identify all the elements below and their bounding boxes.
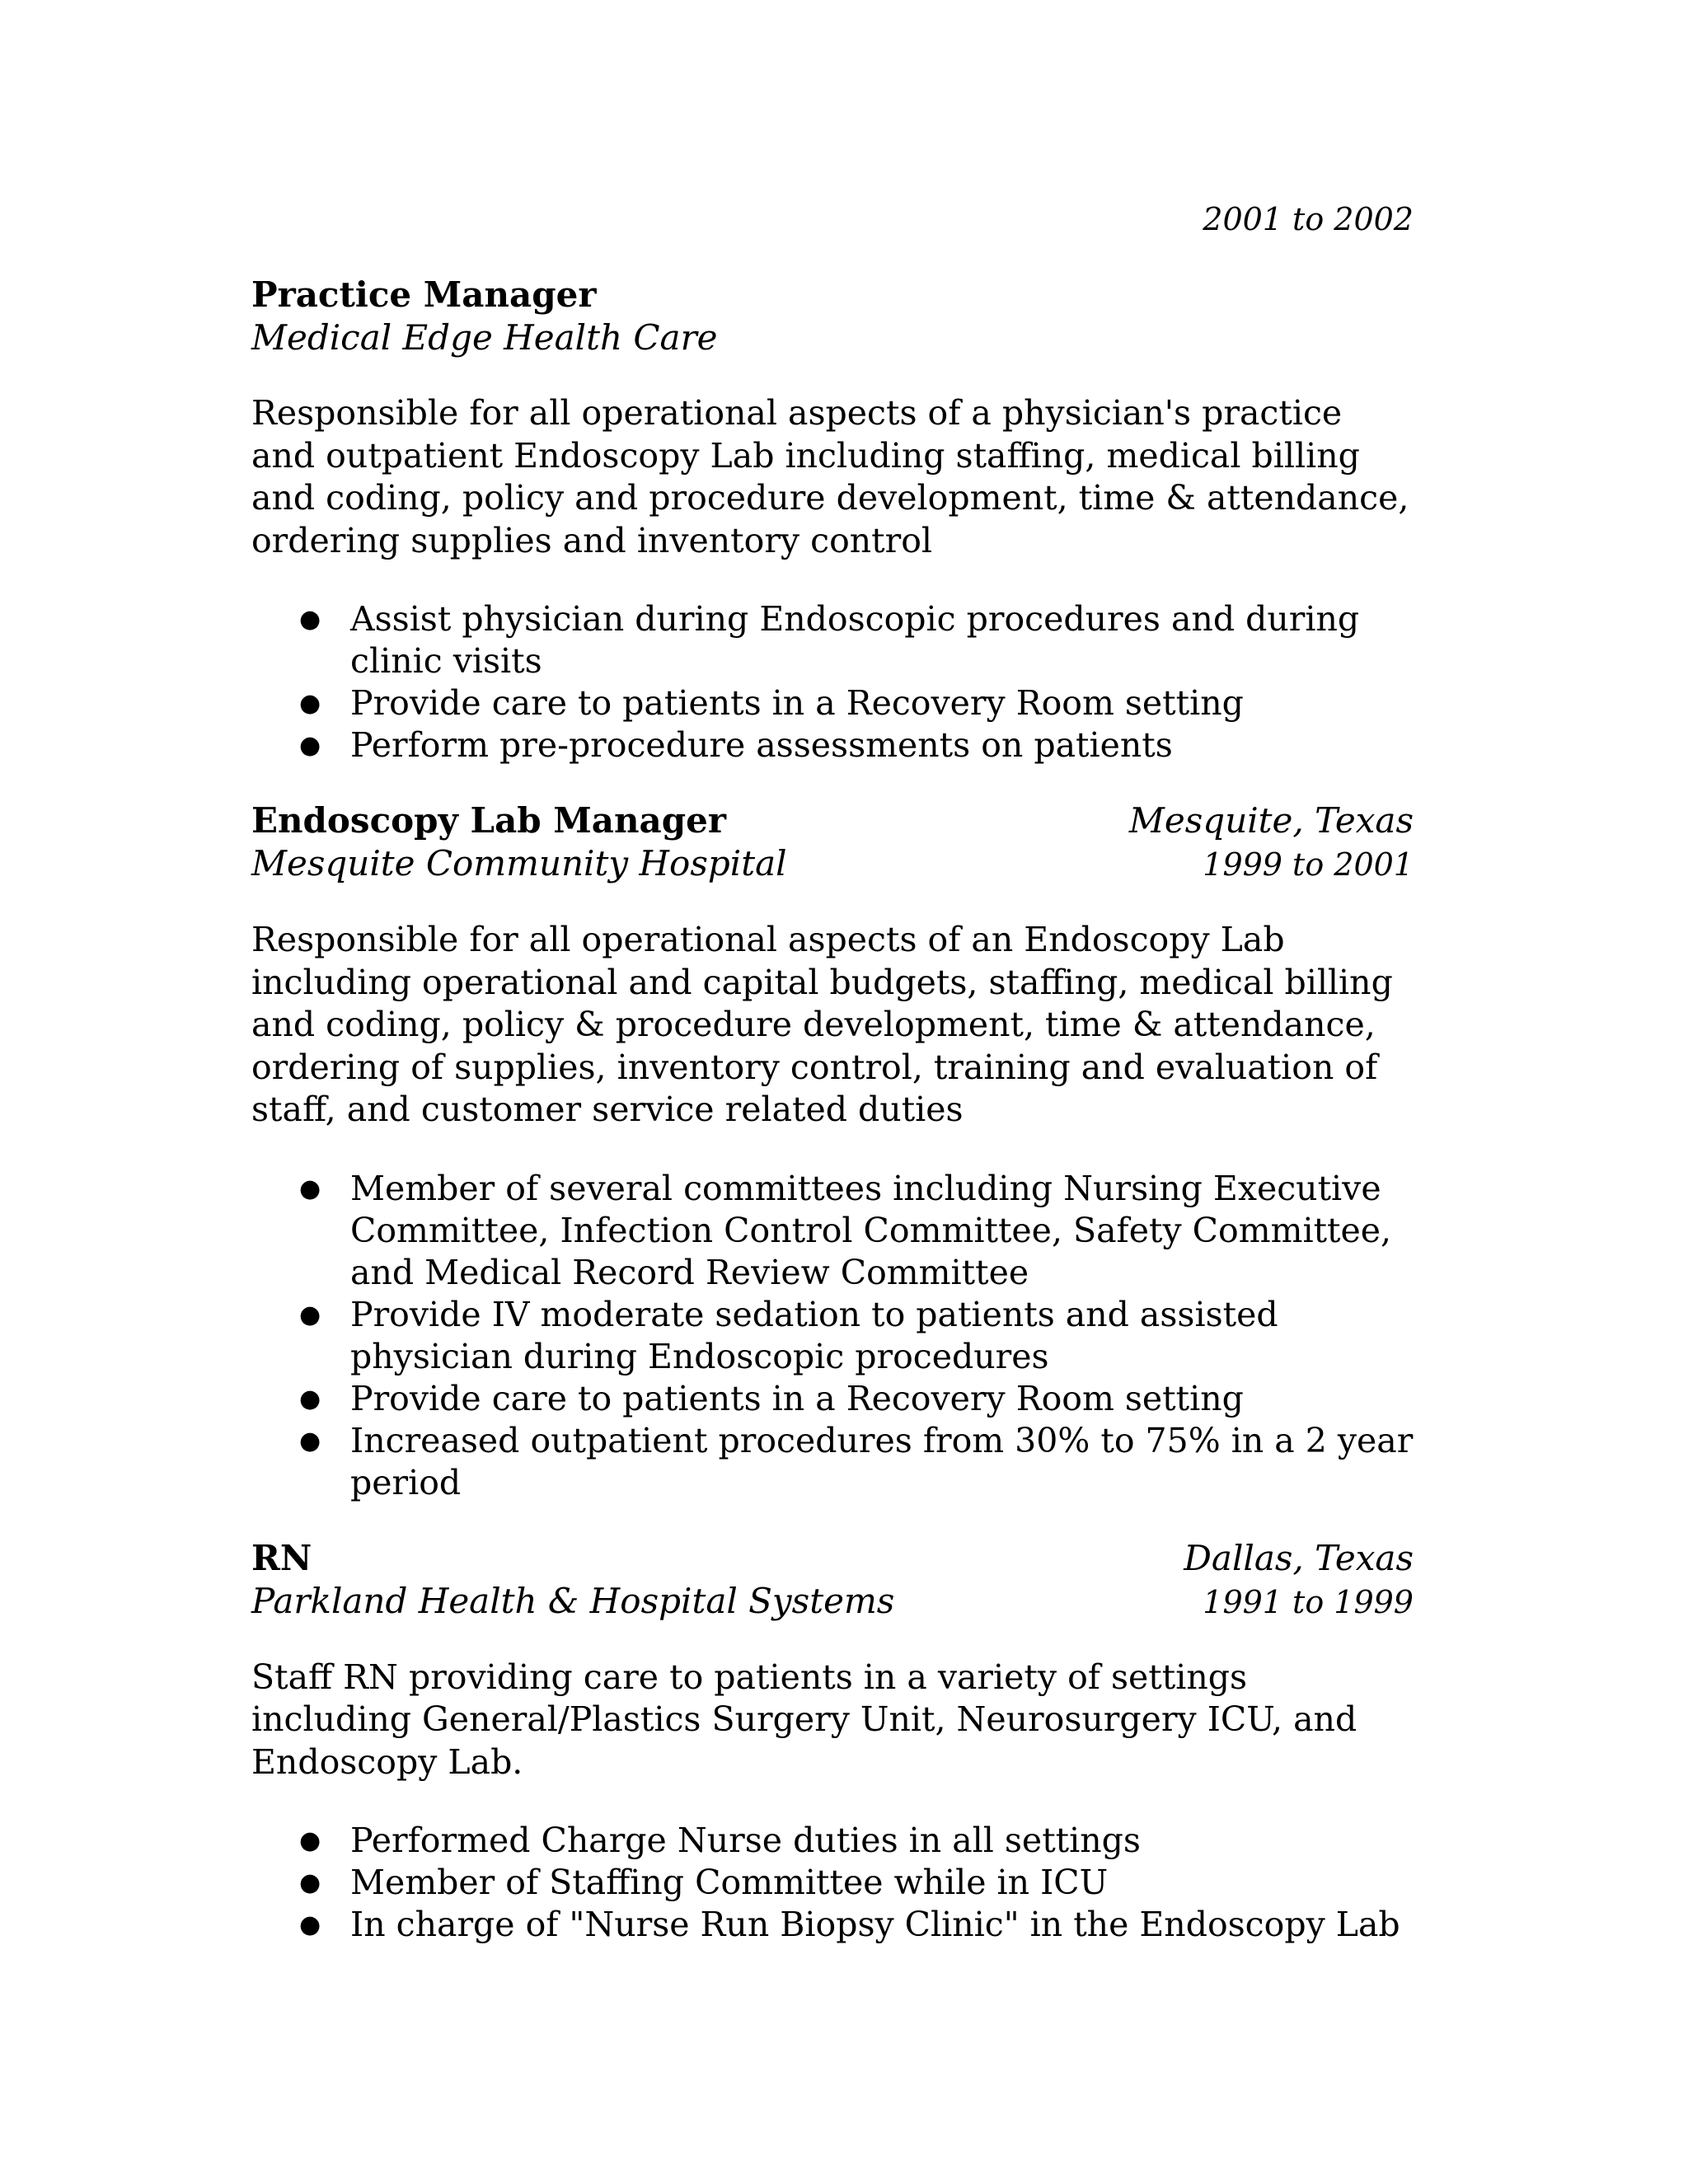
job-description: Staff RN providing care to patients in a variety of settings including General/Plastics Surgery Unit, Neurosurgery ICU, and Endoscopy Lab. <box>251 1657 1357 1782</box>
job-title: Practice Manager <box>251 274 597 315</box>
resume-page <box>251 198 1414 1946</box>
job-dates: 1999 to 2001 <box>1203 846 1414 883</box>
job-entry-rn <box>251 1537 1414 1947</box>
bullet-icon: ● <box>299 1426 321 1455</box>
job-description: Responsible for all operational aspects of an Endoscopy Lab including operational and capital budgets, staffing, medical billing and coding, policy & procedure development, time & attendance, ordering of supplies, inventory control, training and evaluation of staff, and customer service related duties <box>251 920 1393 1129</box>
job-title: Endoscopy Lab Manager <box>251 800 726 841</box>
job-bullets <box>251 598 1414 766</box>
job-description: Responsible for all operational aspects of a physician's practice and outpatient Endoscopy Lab including staffing, medical billing and coding, policy and procedure development, time & attendance, ordering supplies and inventory control <box>251 393 1409 560</box>
job-location: Mesquite, Texas <box>1128 800 1414 841</box>
job-header <box>251 1537 1414 1580</box>
list-item: ● Performed Charge Nurse duties in all settings <box>299 1821 1141 1860</box>
list-item: ● In charge of "Nurse Run Biopsy Clinic" in the Endoscopy Lab <box>299 1905 1400 1944</box>
list-item: ● Member of several committees including Nursing Executive Committee, Infection Control Committee, Safety Committee, and Medical Record Review Committee <box>299 1168 1392 1292</box>
list-item: ● Provide IV moderate sedation to patients and assisted physician during Endoscopic procedures <box>299 1294 1278 1376</box>
bullet-icon: ● <box>299 1300 321 1329</box>
bullet-icon: ● <box>299 1868 321 1897</box>
list-item: ● Perform pre-procedure assessments on patients <box>299 725 1173 765</box>
job-bullets <box>251 1820 1414 1946</box>
job-entry-practice-manager <box>251 274 1414 766</box>
bullet-icon: ● <box>299 1826 321 1855</box>
employer-name: Medical Edge Health Care <box>251 317 718 358</box>
bullet-icon: ● <box>299 1384 321 1413</box>
list-item: ● Member of Staffing Committee while in ICU <box>299 1863 1109 1902</box>
list-item: ● Increased outpatient procedures from 30% to 75% in a 2 year period <box>299 1420 1414 1502</box>
bullet-icon: ● <box>299 689 321 718</box>
job-subheader <box>251 316 1414 359</box>
job-bullets <box>251 1168 1414 1504</box>
job-header <box>251 799 1414 842</box>
bullet-icon: ● <box>299 1910 321 1939</box>
job-entry-endoscopy-lab-manager <box>251 799 1414 1504</box>
list-item: ● Provide care to patients in a Recovery Room setting <box>299 683 1244 723</box>
job-subheader <box>251 1580 1414 1624</box>
job-dates: 1991 to 1999 <box>1203 1583 1414 1620</box>
job-title: RN <box>251 1537 312 1578</box>
job-location: Dallas, Texas <box>1184 1537 1414 1578</box>
bullet-icon: ● <box>299 605 321 634</box>
list-item: ● Provide care to patients in a Recovery Room setting <box>299 1378 1244 1418</box>
bullet-icon: ● <box>299 731 321 760</box>
list-item: ● Assist physician during Endoscopic procedures and during clinic visits <box>299 599 1360 681</box>
employer-name: Mesquite Community Hospital <box>251 843 787 883</box>
bullet-icon: ● <box>299 1174 321 1203</box>
employer-name: Parkland Health & Hospital Systems <box>251 1580 895 1621</box>
job-header <box>251 274 1414 316</box>
job-subheader <box>251 842 1414 886</box>
date-range: 2001 to 2002 <box>1203 201 1414 237</box>
